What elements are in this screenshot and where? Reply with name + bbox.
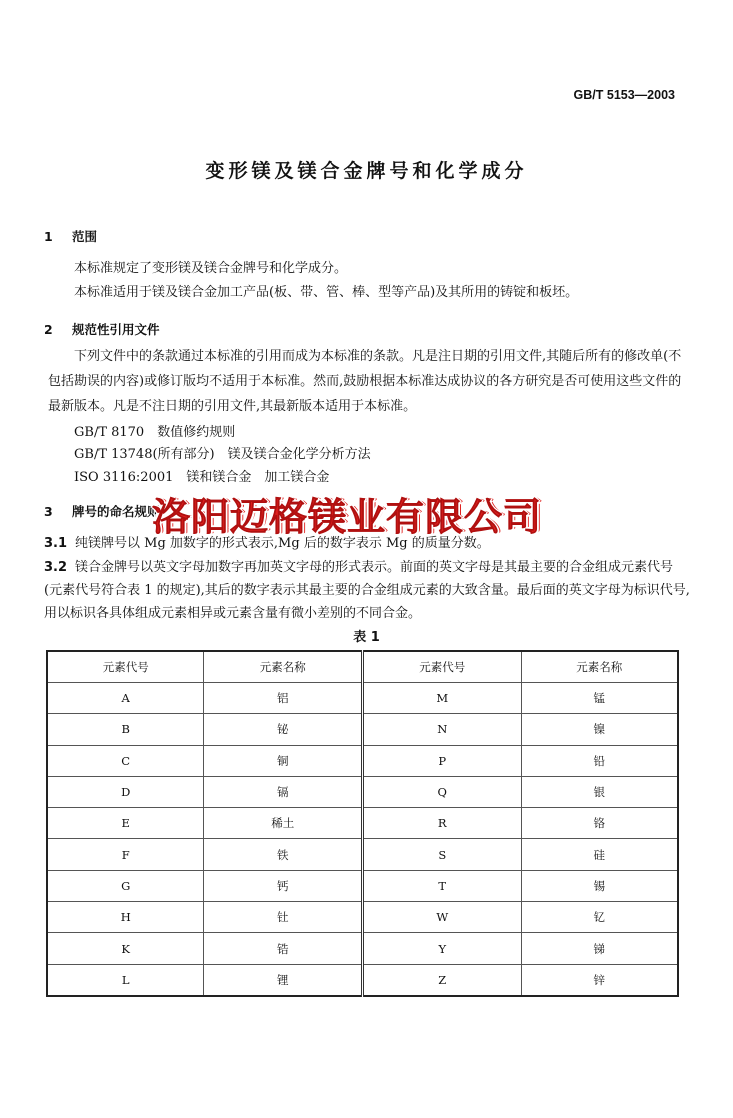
- table-cell: 镉: [204, 776, 363, 807]
- table-cell: 锌: [521, 964, 678, 996]
- table-row: [47, 808, 678, 839]
- table-cell: 锰: [521, 683, 678, 714]
- column-header: 元素代号: [47, 651, 204, 683]
- paragraph: 下列文件中的条款通过本标准的引用而成为本标准的条款。凡是注日期的引用文件,其随后所有的修改单(不包括勘误的内容)或修订版均不适用于本标准。然而,鼓励根据本标准达成协议的各方研究是否可使用这些文件的最新版本。凡是不注日期的引用文件,其最新版本适用于本标准。: [48, 349, 682, 414]
- element-code-table: [46, 650, 679, 997]
- reference-item: GB/T 13748(所有部分) 镁及镁合金化学分析方法: [74, 447, 371, 462]
- table-cell: 稀土: [204, 808, 363, 839]
- column-header: 元素名称: [521, 651, 678, 683]
- table-cell: K: [47, 933, 204, 964]
- table-cell: 锑: [521, 933, 678, 964]
- paragraph: 本标准适用于镁及镁合金加工产品(板、带、管、棒、型等产品)及其所用的铸锭和板坯。: [74, 285, 579, 300]
- table-cell: Y: [362, 933, 521, 964]
- table-row: [47, 745, 678, 776]
- document-title: 变形镁及镁合金牌号和化学成分: [205, 160, 528, 182]
- table-cell: A: [47, 683, 204, 714]
- table-row: [47, 870, 678, 901]
- table-cell: E: [47, 808, 204, 839]
- table-cell: R: [362, 808, 521, 839]
- column-header: 元素代号: [362, 651, 521, 683]
- table-caption: 表 1: [353, 630, 380, 645]
- table-row: [47, 933, 678, 964]
- table-cell: 铋: [204, 714, 363, 745]
- section-2-heading: [44, 320, 160, 338]
- table-cell: 锡: [521, 870, 678, 901]
- table-cell: W: [362, 902, 521, 933]
- paragraph: 本标准规定了变形镁及镁合金牌号和化学成分。: [74, 261, 348, 276]
- table-header-row: [47, 651, 678, 683]
- section-number: 3: [44, 504, 53, 519]
- section-number: 1: [44, 229, 53, 244]
- table-cell: 铅: [521, 745, 678, 776]
- reference-item: GB/T 8170 数值修约规则: [74, 425, 236, 440]
- section-title: 规范性引用文件: [72, 322, 160, 337]
- table-cell: P: [362, 745, 521, 776]
- table-row: [47, 902, 678, 933]
- section-3-heading: [44, 502, 160, 520]
- section-title: 范围: [72, 229, 98, 244]
- table-row: [47, 776, 678, 807]
- clause-text: 镁合金牌号以英文字母加数字再加英文字母的形式表示。前面的英文字母是其最主要的合金组成元素代号(元素代号符合表 1 的规定),其后的数字表示其最主要的合金组成元素的大致含量。最后面的英文字母为标识代号,用以标识各具体组成元素相异或元素含量有微小差别的不同合金。: [44, 560, 690, 621]
- table-row: [47, 683, 678, 714]
- section-1-heading: [44, 227, 97, 245]
- section-number: 2: [44, 322, 53, 337]
- clause-3-1: [44, 532, 690, 555]
- table-cell: L: [47, 964, 204, 996]
- standard-code: GB/T 5153—2003: [573, 88, 675, 102]
- table-cell: N: [362, 714, 521, 745]
- table-row: [47, 964, 678, 996]
- clause-number: 3.2: [44, 560, 68, 575]
- company-watermark: 洛阳迈格镁业有限公司: [152, 495, 543, 539]
- column-header: 元素名称: [204, 651, 363, 683]
- section-2-body: [48, 344, 688, 419]
- table-cell: T: [362, 870, 521, 901]
- table-cell: H: [47, 902, 204, 933]
- table-cell: G: [47, 870, 204, 901]
- table-cell: 锆: [204, 933, 363, 964]
- table-cell: M: [362, 683, 521, 714]
- clause-text: 纯镁牌号以 Mg 加数字的形式表示,Mg 后的数字表示 Mg 的质量分数。: [75, 536, 490, 551]
- reference-item: ISO 3116:2001 镁和镁合金 加工镁合金: [74, 470, 330, 485]
- table-cell: 钙: [204, 870, 363, 901]
- table-cell: 铜: [204, 745, 363, 776]
- section-1-body: [48, 257, 688, 305]
- table-cell: 钍: [204, 902, 363, 933]
- table-cell: D: [47, 776, 204, 807]
- table-row: [47, 839, 678, 870]
- table-row: [47, 714, 678, 745]
- table-cell: B: [47, 714, 204, 745]
- table-cell: 银: [521, 776, 678, 807]
- table-cell: C: [47, 745, 204, 776]
- table-cell: 铁: [204, 839, 363, 870]
- table-cell: 硅: [521, 839, 678, 870]
- table-cell: Z: [362, 964, 521, 996]
- table-cell: Q: [362, 776, 521, 807]
- table-cell: 镍: [521, 714, 678, 745]
- section-title: 牌号的命名规则: [72, 504, 160, 519]
- table-cell: F: [47, 839, 204, 870]
- table-cell: 铬: [521, 808, 678, 839]
- table-cell: S: [362, 839, 521, 870]
- clause-3-2: [44, 556, 690, 625]
- table-cell: 铝: [204, 683, 363, 714]
- clause-number: 3.1: [44, 536, 68, 551]
- table-cell: 钇: [521, 902, 678, 933]
- table-cell: 锂: [204, 964, 363, 996]
